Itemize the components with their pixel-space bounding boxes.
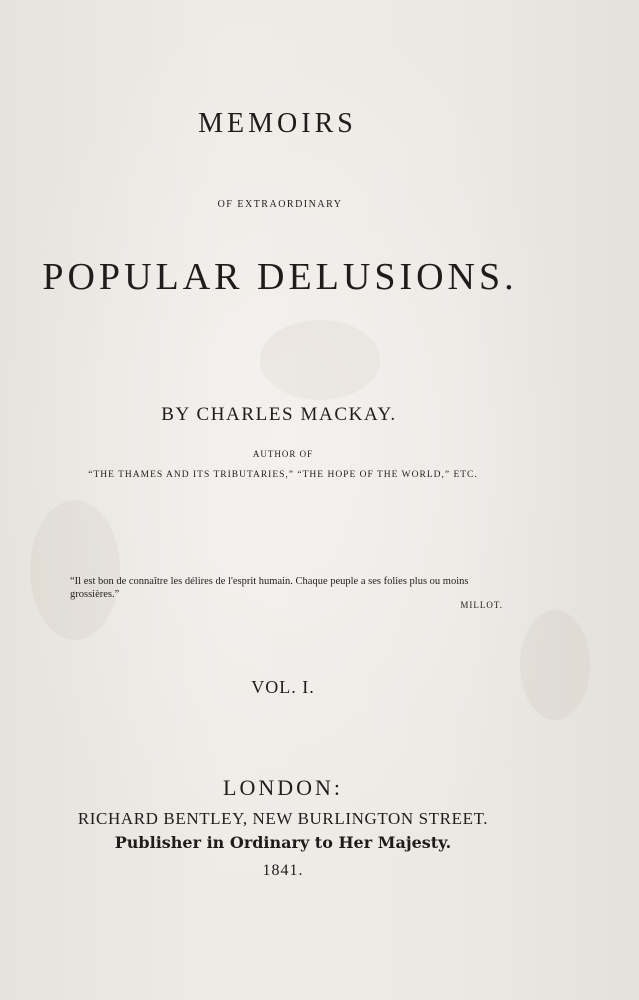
imprint-publisher: RICHARD BENTLEY, NEW BURLINGTON STREET. xyxy=(77,809,489,828)
epigraph-attribution: MILLOT. xyxy=(460,600,503,610)
author-byline: BY CHARLES MACKAY. xyxy=(161,404,397,425)
title-of-extraordinary: OF EXTRAORDINARY xyxy=(217,199,343,210)
author-other-works: “THE THAMES AND ITS TRIBUTARIES,” “THE HOPE OF THE WORLD,” ETC. xyxy=(88,470,478,480)
imprint-publisher-note: Publisher in Ordinary to Her Majesty. xyxy=(114,833,452,852)
volume-number: VOL. I. xyxy=(251,677,315,697)
imprint-city: LONDON: xyxy=(223,775,343,800)
paper-stain xyxy=(260,320,380,400)
imprint-year: 1841. xyxy=(262,862,304,879)
paper-stain xyxy=(520,610,590,720)
title-popular-delusions: POPULAR DELUSIONS. xyxy=(42,256,518,298)
paper-stain xyxy=(30,500,120,640)
author-of-label: AUTHOR OF xyxy=(252,449,314,459)
epigraph-quote: “Il est bon de connaître les délires de l'esprit humain. Chaque peuple a ses folies plus ou moins grossières.” xyxy=(70,576,469,600)
title-memoirs: MEMOIRS xyxy=(198,108,357,139)
